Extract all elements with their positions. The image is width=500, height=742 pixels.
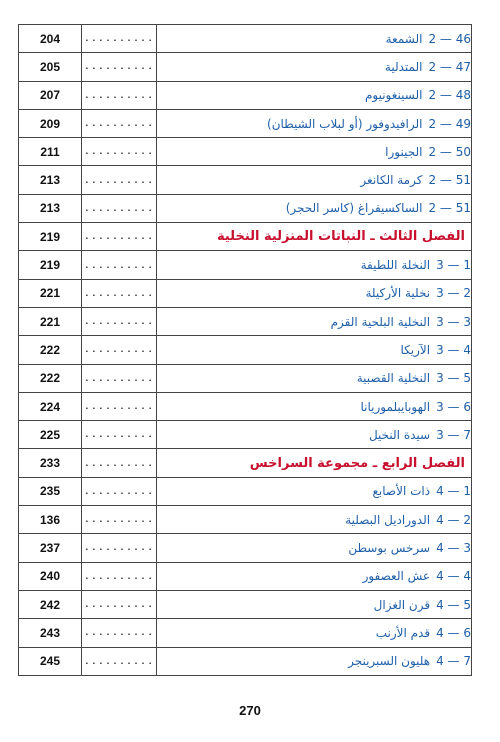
entry-title — [157, 506, 472, 534]
entry-number: 2 — 50 — [428, 144, 471, 159]
table-row — [19, 194, 472, 222]
page-number-cell: 204 — [19, 25, 82, 53]
dot-leader: .......... — [82, 81, 157, 109]
page-number-cell: 233 — [19, 449, 82, 477]
page-number-cell: 213 — [19, 166, 82, 194]
dot-leader: .......... — [82, 534, 157, 562]
entry-number: 3 — 4 — [436, 342, 471, 357]
chapter-title — [157, 449, 472, 477]
dot-leader: .......... — [82, 109, 157, 137]
entry-text: الفصل الرابع ـ مجموعة السراخس — [249, 455, 465, 471]
entry-number: 3 — 7 — [436, 427, 471, 442]
dot-leader: .......... — [82, 364, 157, 392]
table-row — [19, 25, 472, 53]
entry-number: 3 — 3 — [436, 314, 471, 329]
entry-title — [157, 307, 472, 335]
entry-number: 2 — 48 — [428, 88, 471, 103]
entry-number: 2 — 51 — [428, 201, 471, 216]
entry-title — [157, 166, 472, 194]
entry-text: الهوبايبلموريانا — [360, 399, 431, 414]
page-number-cell: 219 — [19, 251, 82, 279]
entry-text: نخلية الأركيلة — [365, 286, 431, 301]
table-row — [19, 477, 472, 505]
dot-leader: .......... — [82, 336, 157, 364]
entry-text: قرن الغزال — [373, 597, 431, 612]
table-row — [19, 336, 472, 364]
dot-leader: .......... — [82, 421, 157, 449]
dot-leader: .......... — [82, 449, 157, 477]
page-number-cell: 213 — [19, 194, 82, 222]
entry-text: المتدلية — [384, 59, 423, 74]
entry-number: 3 — 2 — [436, 286, 471, 301]
chapter-row — [19, 449, 472, 477]
entry-title — [157, 392, 472, 420]
entry-number: 3 — 5 — [436, 371, 471, 386]
dot-leader: .......... — [82, 251, 157, 279]
table-row — [19, 562, 472, 590]
entry-number: 4 — 7 — [436, 654, 471, 669]
table-row — [19, 619, 472, 647]
page-number-cell: 243 — [19, 619, 82, 647]
entry-number: 3 — 6 — [436, 399, 471, 414]
page-number-cell: 219 — [19, 223, 82, 251]
entry-text: النخلة اللطيفة — [360, 258, 431, 273]
dot-leader: .......... — [82, 647, 157, 675]
entry-number: 4 — 3 — [436, 540, 471, 555]
entry-title — [157, 562, 472, 590]
entry-number: 4 — 6 — [436, 625, 471, 640]
entry-title — [157, 336, 472, 364]
chapter-title — [157, 223, 472, 251]
entry-title — [157, 421, 472, 449]
entry-title — [157, 109, 472, 137]
entry-title — [157, 477, 472, 505]
entry-text: الجينورا — [385, 144, 423, 159]
entry-text: سيدة النخيل — [368, 427, 431, 442]
entry-text: الدوراديل البصلية — [345, 512, 431, 527]
table-row — [19, 534, 472, 562]
page-number-cell: 222 — [19, 336, 82, 364]
entry-text: النخلية البلحية القزم — [330, 314, 431, 329]
entry-title — [157, 619, 472, 647]
table-row — [19, 307, 472, 335]
table-row — [19, 53, 472, 81]
entry-text: الشمعة — [385, 31, 423, 46]
page-number-cell: 235 — [19, 477, 82, 505]
dot-leader: .......... — [82, 590, 157, 618]
dot-leader: .......... — [82, 166, 157, 194]
page-number-cell: 225 — [19, 421, 82, 449]
dot-leader: .......... — [82, 392, 157, 420]
entry-text: قدم الأرنب — [375, 625, 431, 640]
entry-text: هليون السبرينجر — [348, 654, 431, 669]
entry-number: 2 — 47 — [428, 59, 471, 74]
page-number-cell: 207 — [19, 81, 82, 109]
entry-text: كرمة الكانغر — [360, 173, 423, 188]
entry-number: 3 — 1 — [436, 258, 471, 273]
page-number-cell: 221 — [19, 279, 82, 307]
entry-title — [157, 590, 472, 618]
dot-leader: .......... — [82, 307, 157, 335]
table-of-contents — [18, 24, 472, 676]
entry-number: 2 — 51 — [428, 173, 471, 188]
table-row — [19, 506, 472, 534]
entry-title — [157, 534, 472, 562]
entry-title — [157, 138, 472, 166]
dot-leader: .......... — [82, 619, 157, 647]
entry-number: 4 — 1 — [436, 484, 471, 499]
page-number-cell: 221 — [19, 307, 82, 335]
entry-title — [157, 81, 472, 109]
table-row — [19, 279, 472, 307]
dot-leader: .......... — [82, 194, 157, 222]
entry-number: 2 — 49 — [428, 116, 471, 131]
page-number-cell: 240 — [19, 562, 82, 590]
table-row — [19, 109, 472, 137]
page-number-cell: 224 — [19, 392, 82, 420]
entry-text: سرخس بوسطن — [348, 540, 431, 555]
dot-leader: .......... — [82, 477, 157, 505]
entry-text: الفصل الثالث ـ النباتات المنزلية النخلية — [216, 229, 465, 245]
toc-body — [19, 25, 472, 676]
table-row — [19, 421, 472, 449]
entry-number: 4 — 4 — [436, 569, 471, 584]
table-row — [19, 166, 472, 194]
entry-text: السينغونيوم — [364, 88, 423, 103]
entry-title — [157, 647, 472, 675]
dot-leader: .......... — [82, 25, 157, 53]
entry-number: 2 — 46 — [428, 31, 471, 46]
entry-text: النخلية القصبية — [356, 371, 431, 386]
chapter-row — [19, 223, 472, 251]
entry-title — [157, 364, 472, 392]
entry-title — [157, 53, 472, 81]
page-number-cell: 222 — [19, 364, 82, 392]
table-row — [19, 647, 472, 675]
table-row — [19, 251, 472, 279]
dot-leader: .......... — [82, 279, 157, 307]
dot-leader: .......... — [82, 223, 157, 251]
table-row — [19, 590, 472, 618]
entry-title — [157, 279, 472, 307]
entry-text: عش العصفور — [362, 569, 431, 584]
entry-text: الآريكا — [400, 342, 431, 357]
entry-text: الرافيدوفور (أو لبلاب الشيطان) — [267, 116, 423, 131]
table-row — [19, 392, 472, 420]
dot-leader: .......... — [82, 138, 157, 166]
page-number-cell: 136 — [19, 506, 82, 534]
entry-title — [157, 194, 472, 222]
page-number-cell: 237 — [19, 534, 82, 562]
page-number-cell: 209 — [19, 109, 82, 137]
dot-leader: .......... — [82, 562, 157, 590]
dot-leader: .......... — [82, 506, 157, 534]
entry-number: 4 — 2 — [436, 512, 471, 527]
entry-title — [157, 25, 472, 53]
page-number-cell: 205 — [19, 53, 82, 81]
page-number: 270 — [239, 703, 261, 718]
page-number-cell: 242 — [19, 590, 82, 618]
table-row — [19, 364, 472, 392]
dot-leader: .......... — [82, 53, 157, 81]
page-number-cell: 245 — [19, 647, 82, 675]
entry-text: ذات الأصابع — [372, 484, 431, 499]
entry-number: 4 — 5 — [436, 597, 471, 612]
table-row — [19, 138, 472, 166]
entry-text: الساكسيفراغ (كاسر الحجر) — [285, 201, 423, 216]
table-row — [19, 81, 472, 109]
page-number-cell: 211 — [19, 138, 82, 166]
entry-title — [157, 251, 472, 279]
